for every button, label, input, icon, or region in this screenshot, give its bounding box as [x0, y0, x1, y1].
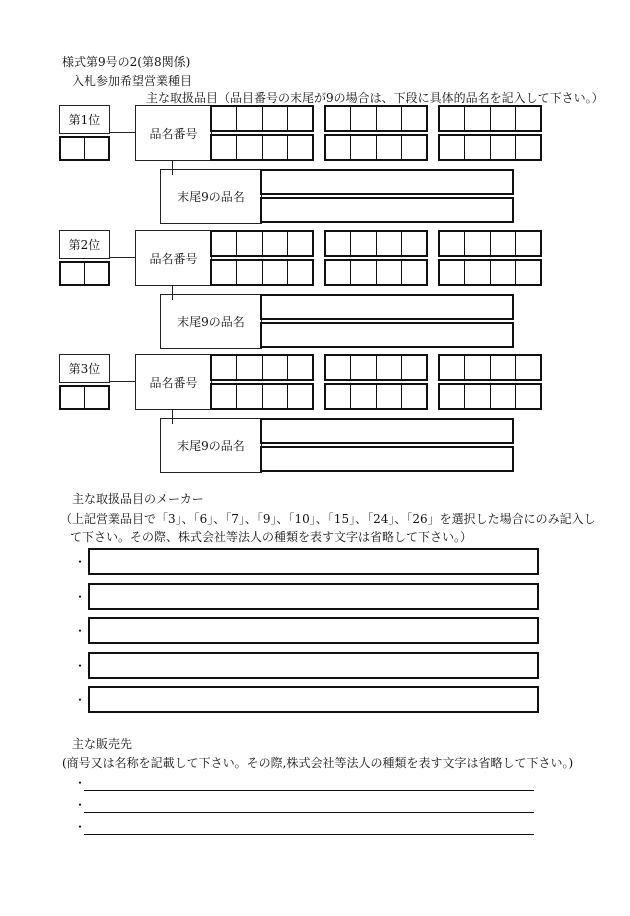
item-code-input[interactable] — [210, 259, 314, 286]
item-code-digit-cell[interactable] — [464, 232, 489, 255]
item-code-input[interactable] — [324, 230, 428, 257]
item-code-input[interactable] — [438, 259, 542, 286]
rank-input-cell[interactable] — [61, 263, 84, 284]
item-code-digit-cell[interactable] — [490, 385, 515, 408]
item-code-digit-cell[interactable] — [236, 232, 261, 255]
rank-input-cell[interactable] — [84, 138, 108, 159]
item-code-digit-cell[interactable] — [212, 107, 236, 130]
item-code-digit-cell[interactable] — [376, 232, 401, 255]
item-code-digit-cell[interactable] — [464, 385, 489, 408]
item-code-digit-cell[interactable] — [440, 261, 464, 284]
item-code-digit-cell[interactable] — [490, 107, 515, 130]
bullet: ・ — [74, 658, 87, 673]
item-code-digit-cell[interactable] — [515, 136, 540, 159]
item-code-input[interactable] — [210, 134, 314, 161]
connector-line — [110, 257, 136, 258]
item-code-input[interactable] — [324, 354, 428, 381]
maker-input[interactable] — [88, 686, 539, 713]
item-name-label: 末尾9の品名 — [160, 169, 262, 224]
item-code-digit-cell[interactable] — [326, 385, 350, 408]
customer-input-line[interactable] — [84, 812, 534, 813]
item-code-input[interactable] — [438, 230, 542, 257]
item-code-input[interactable] — [324, 259, 428, 286]
item-name-input[interactable] — [260, 197, 514, 223]
maker-input[interactable] — [88, 583, 539, 610]
item-code-digit-cell[interactable] — [236, 385, 261, 408]
customer-note: (商号又は名称を記載して下さい。その際,株式会社等法人の種類を表す文字は省略して下さい。) — [62, 756, 574, 770]
item-code-digit-cell[interactable] — [401, 232, 426, 255]
connector-line — [110, 381, 136, 382]
bullet: ・ — [74, 555, 87, 569]
form-number: 様式第9号の2(第8関係) — [62, 55, 191, 69]
item-code-digit-cell[interactable] — [515, 232, 540, 255]
item-code-label: 品名番号 — [135, 230, 212, 286]
item-code-digit-cell[interactable] — [262, 261, 287, 284]
item-code-digit-cell[interactable] — [401, 136, 426, 159]
item-code-digit-cell[interactable] — [515, 385, 540, 408]
item-code-digit-cell[interactable] — [490, 136, 515, 159]
bullet: ・ — [74, 820, 87, 834]
item-code-digit-cell[interactable] — [262, 232, 287, 255]
item-code-digit-cell[interactable] — [350, 136, 375, 159]
item-code-digit-cell[interactable] — [326, 261, 350, 284]
item-code-digit-cell[interactable] — [515, 356, 540, 379]
item-code-digit-cell[interactable] — [440, 107, 464, 130]
item-code-digit-cell[interactable] — [440, 232, 464, 255]
item-code-digit-cell[interactable] — [326, 107, 350, 130]
items-heading: 主な取扱品目（品目番号の末尾が9の場合は、下段に具体的品名を記入して下さい。） — [146, 91, 604, 105]
item-code-digit-cell[interactable] — [262, 136, 287, 159]
item-code-digit-cell[interactable] — [376, 261, 401, 284]
item-code-digit-cell[interactable] — [515, 107, 540, 130]
item-code-input[interactable] — [324, 105, 428, 132]
item-code-digit-cell[interactable] — [376, 356, 401, 379]
item-code-label: 品名番号 — [135, 105, 212, 161]
item-code-digit-cell[interactable] — [262, 107, 287, 130]
rank-input[interactable] — [59, 385, 110, 410]
item-code-digit-cell[interactable] — [401, 385, 426, 408]
item-code-digit-cell[interactable] — [515, 261, 540, 284]
item-code-digit-cell[interactable] — [212, 136, 236, 159]
item-code-digit-cell[interactable] — [236, 356, 261, 379]
rank-input-cell[interactable] — [61, 138, 84, 159]
item-name-label: 末尾9の品名 — [160, 418, 262, 473]
customer-input-line[interactable] — [84, 834, 534, 835]
item-code-digit-cell[interactable] — [376, 107, 401, 130]
maker-note-line1: （上記営業品目で「3」、「6」、「7」、「9」、「10」、「15」、「24」、「26」を選択した場合にのみ記入し — [60, 512, 596, 526]
item-code-input[interactable] — [438, 354, 542, 381]
item-name-input[interactable] — [260, 446, 514, 472]
item-code-digit-cell[interactable] — [464, 107, 489, 130]
maker-heading: 主な取扱品目のメーカー — [72, 492, 204, 506]
item-code-digit-cell[interactable] — [401, 107, 426, 130]
item-name-input[interactable] — [260, 322, 514, 348]
item-code-digit-cell[interactable] — [490, 356, 515, 379]
bullet: ・ — [74, 776, 87, 790]
item-code-digit-cell[interactable] — [236, 136, 261, 159]
form-title: 入札参加希望営業種目 — [72, 74, 193, 88]
item-code-label: 品名番号 — [135, 354, 212, 410]
item-code-digit-cell[interactable] — [287, 385, 312, 408]
item-name-input[interactable] — [260, 169, 514, 195]
item-code-digit-cell[interactable] — [212, 261, 236, 284]
maker-note-line2: て下さい。その際、株式会社等法人の種類を表す文字は省略して下さい。） — [70, 530, 473, 544]
item-code-digit-cell[interactable] — [236, 107, 261, 130]
item-code-digit-cell[interactable] — [287, 136, 312, 159]
item-code-digit-cell[interactable] — [440, 385, 464, 408]
item-code-digit-cell[interactable] — [212, 232, 236, 255]
item-code-digit-cell[interactable] — [287, 232, 312, 255]
item-code-digit-cell[interactable] — [287, 356, 312, 379]
rank-input-cell[interactable] — [61, 387, 84, 408]
item-name-label: 末尾9の品名 — [160, 294, 262, 349]
item-code-digit-cell[interactable] — [212, 356, 236, 379]
item-code-input[interactable] — [210, 230, 314, 257]
maker-input[interactable] — [88, 617, 539, 644]
item-code-digit-cell[interactable] — [212, 385, 236, 408]
item-code-input[interactable] — [438, 134, 542, 161]
item-code-input[interactable] — [324, 383, 428, 410]
item-code-digit-cell[interactable] — [236, 261, 261, 284]
item-code-digit-cell[interactable] — [262, 356, 287, 379]
rank-input-cell[interactable] — [84, 263, 108, 284]
item-code-input[interactable] — [210, 383, 314, 410]
rank-label: 第2位 — [59, 230, 110, 259]
item-code-digit-cell[interactable] — [350, 232, 375, 255]
rank-label: 第1位 — [59, 105, 110, 134]
item-code-digit-cell[interactable] — [350, 385, 375, 408]
bullet: ・ — [74, 693, 87, 707]
item-name-input[interactable] — [260, 294, 514, 320]
item-code-input[interactable] — [438, 105, 542, 132]
rank-input[interactable] — [59, 136, 110, 161]
item-code-input[interactable] — [210, 105, 314, 132]
item-code-input[interactable] — [324, 134, 428, 161]
item-code-digit-cell[interactable] — [287, 261, 312, 284]
item-code-digit-cell[interactable] — [326, 232, 350, 255]
item-code-digit-cell[interactable] — [490, 261, 515, 284]
item-code-digit-cell[interactable] — [464, 356, 489, 379]
item-code-digit-cell[interactable] — [464, 136, 489, 159]
item-code-digit-cell[interactable] — [440, 356, 464, 379]
item-code-input[interactable] — [210, 354, 314, 381]
item-code-digit-cell[interactable] — [401, 261, 426, 284]
item-code-digit-cell[interactable] — [376, 385, 401, 408]
rank-input-cell[interactable] — [84, 387, 108, 408]
item-code-digit-cell[interactable] — [326, 356, 350, 379]
maker-input[interactable] — [88, 548, 539, 575]
item-code-digit-cell[interactable] — [350, 356, 375, 379]
item-code-digit-cell[interactable] — [401, 356, 426, 379]
bullet: ・ — [74, 798, 87, 812]
maker-input[interactable] — [88, 652, 539, 679]
item-code-digit-cell[interactable] — [490, 232, 515, 255]
item-code-digit-cell[interactable] — [287, 107, 312, 130]
item-code-digit-cell[interactable] — [262, 385, 287, 408]
item-code-input[interactable] — [438, 383, 542, 410]
item-code-digit-cell[interactable] — [440, 136, 464, 159]
customer-heading: 主な販売先 — [72, 737, 133, 751]
rank-input[interactable] — [59, 261, 110, 286]
item-code-digit-cell[interactable] — [326, 136, 350, 159]
item-code-digit-cell[interactable] — [350, 107, 375, 130]
customer-input-line[interactable] — [84, 790, 534, 791]
item-code-digit-cell[interactable] — [350, 261, 375, 284]
connector-line — [110, 132, 136, 133]
item-code-digit-cell[interactable] — [464, 261, 489, 284]
rank-label: 第3位 — [59, 354, 110, 383]
bullet: ・ — [74, 589, 87, 604]
item-name-input[interactable] — [260, 418, 514, 444]
item-code-digit-cell[interactable] — [376, 136, 401, 159]
bullet: ・ — [74, 624, 87, 638]
